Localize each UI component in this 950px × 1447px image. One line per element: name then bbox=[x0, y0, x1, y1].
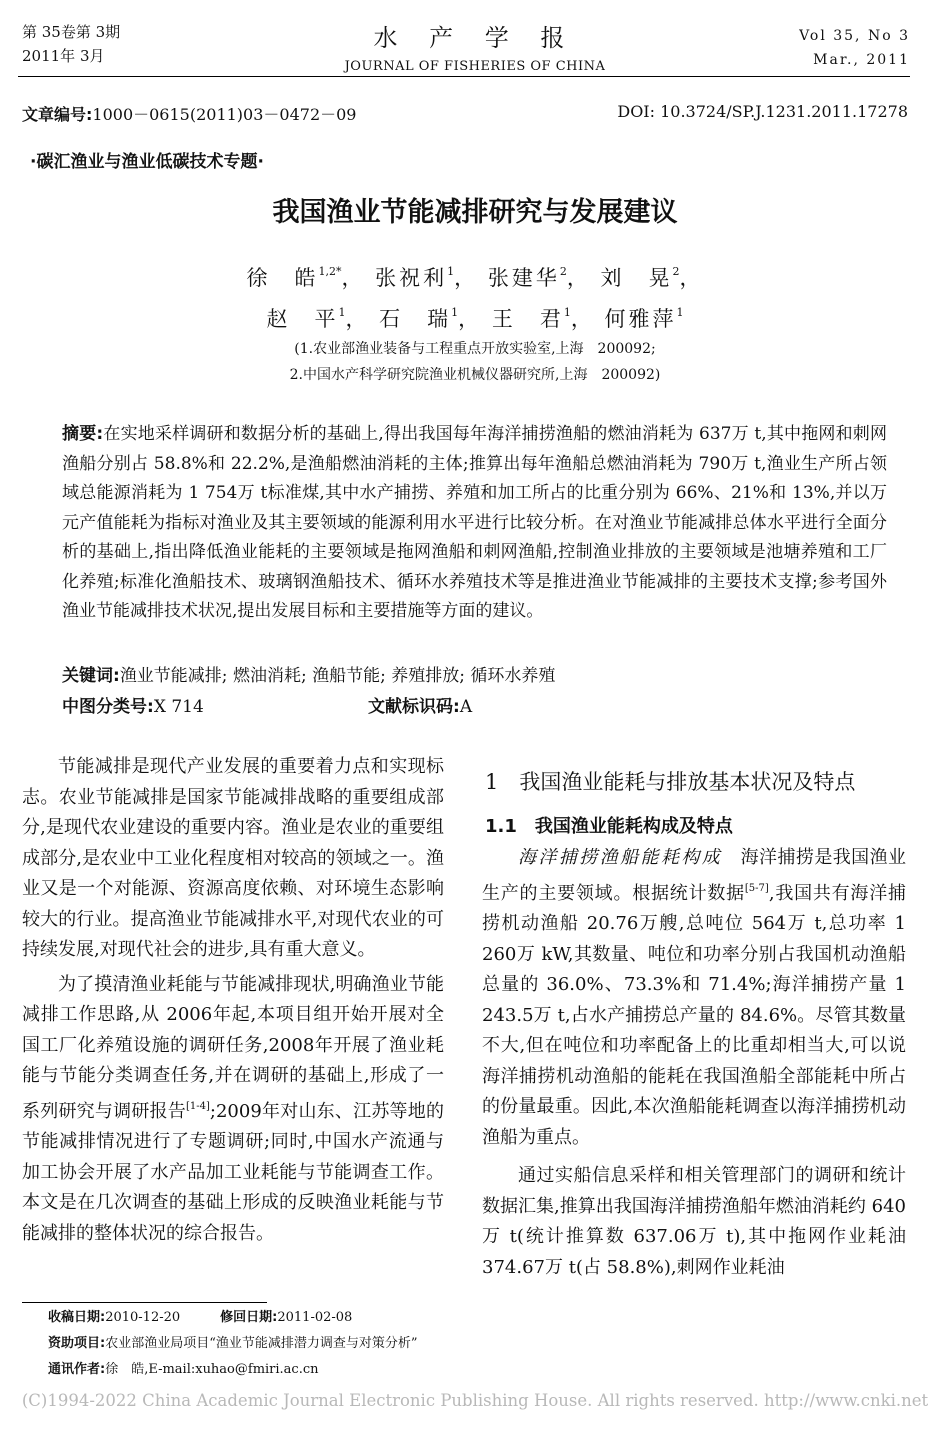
document-code: 文献标识码:A bbox=[368, 697, 473, 717]
date-en: Mar., 2011 bbox=[813, 52, 910, 68]
author: 徐 皓$^{1,2*}$， bbox=[246, 265, 366, 290]
author: 何雅萍$^1$ bbox=[604, 306, 684, 331]
running-header-right bbox=[799, 24, 910, 72]
body-right-column bbox=[482, 843, 906, 1283]
authors-line-2 bbox=[0, 303, 950, 333]
date-cn: 2011年 3月 bbox=[22, 47, 105, 65]
paper-title: 我国渔业节能减排研究与发展建议 bbox=[272, 197, 678, 228]
author: 赵 平$^1$， bbox=[266, 306, 370, 331]
affiliation-1: (1.农业部渔业装备与工程重点开放实验室,上海 200092; bbox=[294, 341, 656, 357]
abstract bbox=[62, 420, 887, 627]
affiliation-2: 2.中国水产科学研究院渔业机械仪器研究所,上海 200092) bbox=[289, 367, 661, 383]
abstract-label: 摘要: bbox=[62, 424, 104, 444]
authors-line-1 bbox=[0, 262, 950, 292]
section-heading-1-1: 1.1 我国渔业能耗构成及特点 bbox=[485, 816, 733, 837]
header-rule bbox=[18, 76, 910, 77]
footnote-corresponding: 通讯作者:徐 皓,E-mail:xuhao@fmiri.ac.cn bbox=[48, 1362, 319, 1377]
footnote-dates: 收稿日期:2010-12-20 修回日期:2011-02-08 bbox=[48, 1310, 353, 1325]
article-number: 文章编号:1000－0615(2011)03－0472－09 bbox=[22, 105, 357, 124]
body-paragraph: 海洋捕捞渔船能耗构成 海洋捕捞是我国渔业生产的主要领域。根据统计数据[5-7],我国共有海洋捕捞机动渔船 20.76万艘,总吨位 564万 t,总功率 1 260万 kW,其数量、吨位和功率分别占我国机动渔船总量的 36.0%、73.3%和 71.4%;海洋捕捞产量 1 243.5万 t,占水产捕捞总产量的 84.6%。尽管其数量不大,但在吨位和功率配备上的比重却相当大,可以说海洋捕捞机动渔船的能耗在我国渔船全部能耗中所占的份量最重。因此,本次渔船能耗调查以海洋捕捞机动渔船为重点。 bbox=[482, 847, 907, 1148]
volume-en: Vol 35, No 3 bbox=[799, 28, 910, 44]
keywords-label: 关键词: bbox=[62, 666, 120, 686]
keywords bbox=[62, 661, 555, 686]
body-paragraph: 通过实船信息采样和相关管理部门的调研和统计数据汇集,推算出我国海洋捕捞渔船年燃油消耗约 640万 t(统计推算数 637.06万 t),其中拖网作业耗油 374.67万 t(占 58.8%),刺网作业耗油 bbox=[482, 1165, 906, 1278]
run-in-heading: 海洋捕捞渔船能耗构成 bbox=[518, 847, 723, 868]
author: 张建华$^2$， bbox=[487, 265, 591, 290]
doi: DOI: 10.3724/SP.J.1231.2011.17278 bbox=[617, 102, 908, 121]
body-paragraph: 节能减排是现代产业发展的重要着力点和实现标志。农业节能减排是国家节能减排战略的重要组成部分,是现代农业建设的重要内容。渔业是农业的重要组成部分,是农业中工业化程度相对较高的领域之一。渔业又是一个对能源、资源高度依赖、对环境生态影响较大的行业。提高渔业节能减排水平,对现代农业的可持续发展,对现代社会的进步,具有重大意义。 bbox=[22, 756, 444, 960]
journal-title-cn: 水 产 学 报 bbox=[373, 24, 577, 52]
author: 张祝利$^1$， bbox=[375, 265, 479, 290]
citation: [1-4] bbox=[186, 1100, 210, 1112]
citation: [5-7] bbox=[744, 882, 769, 894]
classification-number: 中图分类号:X 714 bbox=[62, 697, 204, 717]
author: 王 君$^1$， bbox=[491, 306, 595, 331]
copyright-watermark: (C)1994-2022 China Academic Journal Electronic Publishing House. All rights reserved. http://www.cnki.net bbox=[21, 1391, 929, 1410]
footnote-rule bbox=[22, 1302, 267, 1303]
body-left-column bbox=[22, 752, 444, 1249]
column-tag: ·碳汇渔业与渔业低碳技术专题· bbox=[30, 152, 264, 172]
abstract-text: 在实地采样调研和数据分析的基础上,得出我国每年海洋捕捞渔船的燃油消耗为 637万 t,其中拖网和刺网渔船分别占 58.8%和 22.2%,是渔船燃油消耗的主体;推算出每年渔船总燃油消耗为 790万 t,渔业生产所占领域总能源消耗为 1 754万 t标准煤,其中水产捕捞、养殖和加工所占的比重分别为 66%、21%和 13%,并以万元产值能耗为指标对渔业及其主要领域的能源利用水平进行比较分析。在对渔业节能减排总体水平进行全面分析的基础上,指出降低渔业能耗的主要领域是拖网渔船和刺网渔船,控制渔业排放的主要领域是池塘养殖和工厂化养殖;标准化渔船技术、玻璃钢渔船技术、循环水养殖技术等是推进渔业节能减排的主要技术支撑;参考国外渔业节能减排技术状况,提出发展目标和主要措施等方面的建议。 bbox=[62, 424, 887, 621]
volume-issue-cn: 第 35卷第 3期 bbox=[22, 23, 121, 41]
author: 刘 晃$^2$， bbox=[600, 265, 704, 290]
journal-title-en: JOURNAL OF FISHERIES OF CHINA bbox=[344, 59, 606, 74]
footnote-funding: 资助项目:农业部渔业局项目“渔业节能减排潜力调查与对策分析” bbox=[48, 1336, 418, 1351]
keywords-text: 渔业节能减排; 燃油消耗; 渔船节能; 养殖排放; 循环水养殖 bbox=[119, 666, 556, 686]
section-heading-1: 1 我国渔业能耗与排放基本状况及特点 bbox=[485, 770, 856, 794]
author: 石 瑞$^1$， bbox=[379, 306, 483, 331]
body-paragraph: 为了摸清渔业耗能与节能减排现状,明确渔业节能减排工作思路,从 2006年起,本项目组开始开展对全国工厂化养殖设施的调研任务,2008年开展了渔业耗能与节能分类调查任务,并在调研的基础上,形成了一系列研究与调研报告[1-4];2009年对山东、江苏等地的节能减排情况进行了专题调研;同时,中国水产流通与加工协会开展了水产品加工业耗能与节能调查工作。本文是在几次调查的基础上形成的反映渔业耗能与节能减排的整体状况的综合报告。 bbox=[22, 973, 444, 1244]
article-identifiers bbox=[22, 102, 908, 125]
